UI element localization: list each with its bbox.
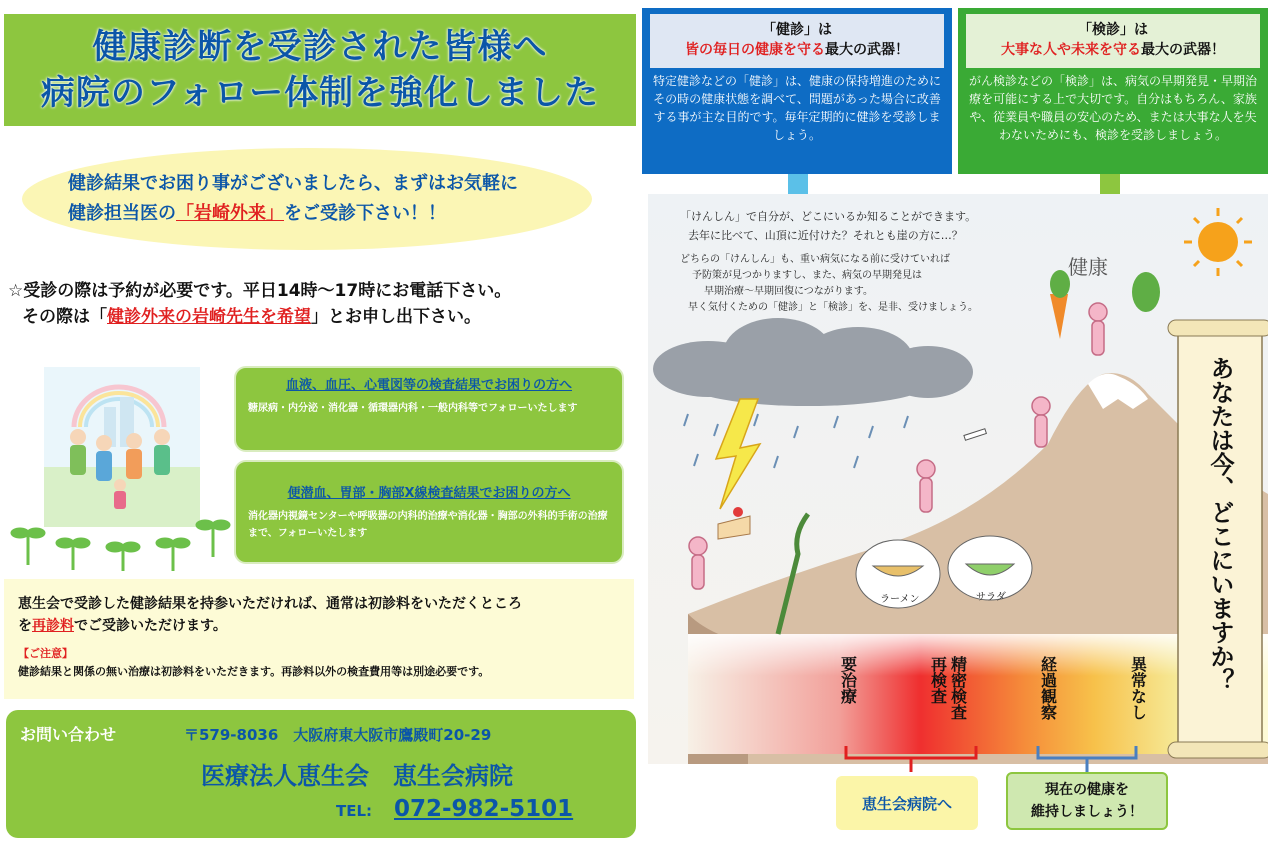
appointment-line-2-post: 」とお申し出下さい。 [311, 307, 481, 327]
level-brackets [836, 744, 1156, 774]
kenshin-heading-emphasis: 皆の毎日の健康を守る [685, 42, 825, 58]
contact-label: お問い合わせ [20, 725, 117, 744]
illustration-text-2: 去年に比べて、山頂に近付けた？それとも崖の方に…？ [688, 229, 963, 242]
blood-test-heading: 血液、血圧、心電図等の検査結果でお困りの方へ [285, 378, 572, 393]
request-doctor-emphasis: 健診外来の岩崎先生を希望 [107, 307, 311, 327]
caution-label: 【ご注意】 [18, 647, 73, 660]
illustration-text-4: 予防策が見つかりますし、また、病気の早期発見は [692, 270, 922, 281]
reexam-line-2-post: でご受診いただけます。 [74, 618, 227, 634]
xray-test-body: 消化器内視鏡センターや呼吸器の内科的治療や消化器・胸部の外科的手術の治療まで、フォローいたします [248, 511, 608, 539]
callout-line-2-post: をご受診下さい！！ [284, 203, 446, 224]
reexam-fee-notice [4, 579, 634, 699]
appointment-notice [8, 278, 638, 330]
maintain-line-2: 維持しましょう！ [1031, 804, 1143, 820]
level-detailed-exam: 精密検査 [948, 656, 968, 720]
health-mountain-illustration [648, 194, 1268, 764]
reexam-line-2 [18, 615, 620, 637]
maintain-health-box [1006, 772, 1168, 830]
screening-heading-emphasis: 大事な人や未来を守る [1001, 42, 1141, 58]
figure-worried [920, 478, 932, 512]
title-line-2: 病院のフォロー体制を強化しました [40, 73, 600, 113]
hospital-name: 医療法人恵生会 恵生会病院 [201, 762, 513, 790]
figure-cliff [692, 555, 704, 589]
contact-address: 〒579-8036 大阪府東大阪市鷹殿町20-29 [184, 726, 492, 744]
blood-test-body: 糖尿病・内分泌・消化器・循環器内科・一般内科等でフォローいたします [248, 403, 578, 414]
appointment-line-2 [8, 304, 638, 330]
consultation-callout [22, 148, 592, 250]
level-needs-treatment: 要治療 [838, 656, 858, 704]
illustration-text-5: 早期治療～早期回復につながります。 [704, 286, 873, 297]
caution-body: 健診結果と関係の無い治療は初診料をいただきます。再診料以外の検査費用等は別途必要です。 [18, 665, 490, 678]
salad-bubble-icon [948, 536, 1032, 600]
figure-climbing [1035, 415, 1047, 447]
scroll-question: あなたは今、どこにいますか？ [1206, 356, 1234, 692]
kenshin-heading-line-1: 「健診」は [762, 22, 832, 38]
reexam-fee-emphasis: 再診料 [32, 618, 74, 634]
screening-heading-suffix: 最大の武器！ [1141, 42, 1225, 58]
title-banner [4, 14, 636, 126]
kenko-label: 健康 [1068, 255, 1108, 279]
kenshin-connector [788, 174, 808, 194]
screening-info-box [958, 8, 1268, 174]
reexam-line-1: 恵生会で受診した健診結果を持参いただければ、通常は初診料をいただくところ [18, 596, 522, 612]
screening-heading [966, 14, 1260, 68]
figure-summit [1092, 321, 1104, 355]
level-no-abnormality: 異常なし [1128, 656, 1148, 720]
blue-bracket [1038, 746, 1136, 758]
screening-heading-line-1: 「検診」は [1078, 22, 1148, 38]
salad-label: サラダ [976, 592, 1006, 603]
callout-line-1: 健診結果でお困り事がございましたら、まずはお気軽に [68, 173, 518, 194]
tel-label: TEL: [336, 802, 373, 820]
screening-connector [1100, 174, 1120, 194]
illustration-text-1: 「けんしん」で自分が、どこにいるか知ることができます。 [680, 210, 977, 223]
red-bracket [846, 746, 976, 758]
maintain-line-1: 現在の健康を [1045, 782, 1129, 798]
screening-description: がん検診などの「検診」は、病気の早期発見・早期治療を可能にする上で大切です。自分はもちろん、家族や、従業員や職員の安心のため、または大事な人を失わないためにも、検診を受診しましょう。 [968, 74, 1257, 142]
callout-line-2-pre: 健診担当医の [68, 203, 176, 224]
illustration-text-6: 早く気付くための「健診」と「検診」を、是非、受けましょう。 [688, 302, 978, 313]
reexam-line-2-pre: を [18, 618, 32, 634]
iwasaki-clinic-emphasis: 「岩崎外来」 [176, 203, 284, 224]
contact-box [6, 710, 636, 838]
ramen-label: ラーメン [880, 594, 920, 605]
to-hospital-label: 恵生会病院へ [836, 776, 978, 830]
level-observation: 経過観察 [1038, 656, 1058, 720]
seedlings-decoration [8, 505, 233, 575]
xray-test-followup-box [234, 460, 624, 564]
appointment-line-1: ☆受診の際は予約が必要です。平日14時～17時にお電話下さい。 [8, 281, 512, 301]
phone-number-link[interactable]: 072-982-5101 [394, 796, 574, 822]
kenshin-heading [650, 14, 944, 68]
callout-line-2 [68, 199, 592, 229]
appointment-line-2-pre: その際は「 [22, 307, 107, 327]
kenshin-description: 特定健診などの「健診」は、健康の保持増進のためにその時の健康状態を調べて、問題があった場合に改善する事が主な目的です。毎年定期的に健診を受診しましょう。 [652, 74, 941, 142]
blood-test-followup-box [234, 366, 624, 452]
title-line-1: 健康診断を受診された皆様へ [92, 27, 548, 67]
level-reexam: 再検査 [928, 656, 948, 704]
xray-test-heading: 便潜血、胃部・胸部X線検査結果でお困りの方へ [287, 486, 571, 501]
kenshin-heading-suffix: 最大の武器！ [825, 42, 909, 58]
kenshin-info-box [642, 8, 952, 174]
family-exercise-illustration [44, 367, 200, 527]
illustration-text-3: どちらの「けんしん」も、重い病気になる前に受けていれば [680, 254, 950, 265]
